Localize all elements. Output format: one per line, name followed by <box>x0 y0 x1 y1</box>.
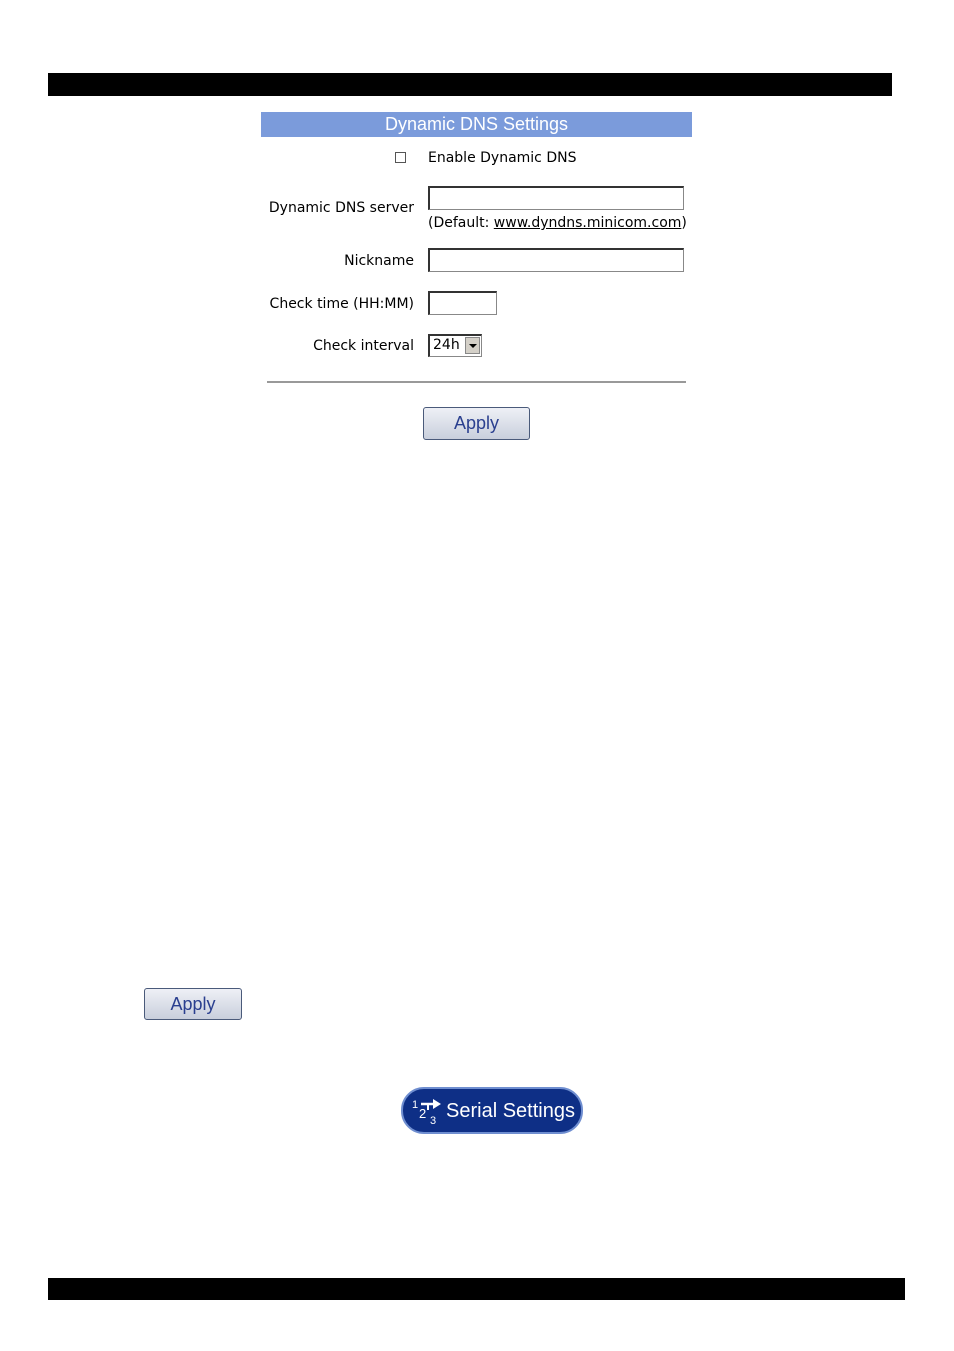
bottom-bar <box>48 1278 905 1300</box>
check-interval-label: Check interval <box>313 338 414 354</box>
dropdown-arrow-icon[interactable] <box>465 337 480 354</box>
enable-dynamic-dns-checkbox[interactable] <box>395 152 406 163</box>
check-interval-select[interactable] <box>428 334 482 357</box>
dns-server-hint <box>428 214 687 232</box>
check-time-input[interactable] <box>428 291 497 315</box>
dns-server-label: Dynamic DNS server <box>268 200 414 216</box>
hint-suffix: ) <box>681 215 687 231</box>
enable-dynamic-dns-label: Enable Dynamic DNS <box>428 150 577 166</box>
top-bar <box>48 73 892 96</box>
serial-settings-button[interactable] <box>401 1087 583 1134</box>
hint-prefix: (Default: <box>428 215 494 231</box>
check-time-label: Check time (HH:MM) <box>269 296 414 312</box>
divider <box>267 381 686 383</box>
nickname-input[interactable] <box>428 248 684 272</box>
svg-text:2: 2 <box>419 1106 427 1121</box>
apply-button[interactable]: Apply <box>423 407 530 440</box>
nickname-label: Nickname <box>344 253 414 269</box>
serial-ports-icon <box>411 1096 445 1126</box>
dns-server-input[interactable] <box>428 186 684 210</box>
default-server-link[interactable]: www.dyndns.minicom.com <box>493 215 682 231</box>
svg-text:1: 1 <box>412 1099 419 1111</box>
apply-button-secondary[interactable]: Apply <box>144 988 242 1020</box>
panel-title: Dynamic DNS Settings <box>261 112 692 137</box>
check-interval-value: 24h <box>433 337 460 353</box>
svg-text:3: 3 <box>430 1115 437 1126</box>
serial-settings-label: Serial Settings <box>446 1100 575 1122</box>
